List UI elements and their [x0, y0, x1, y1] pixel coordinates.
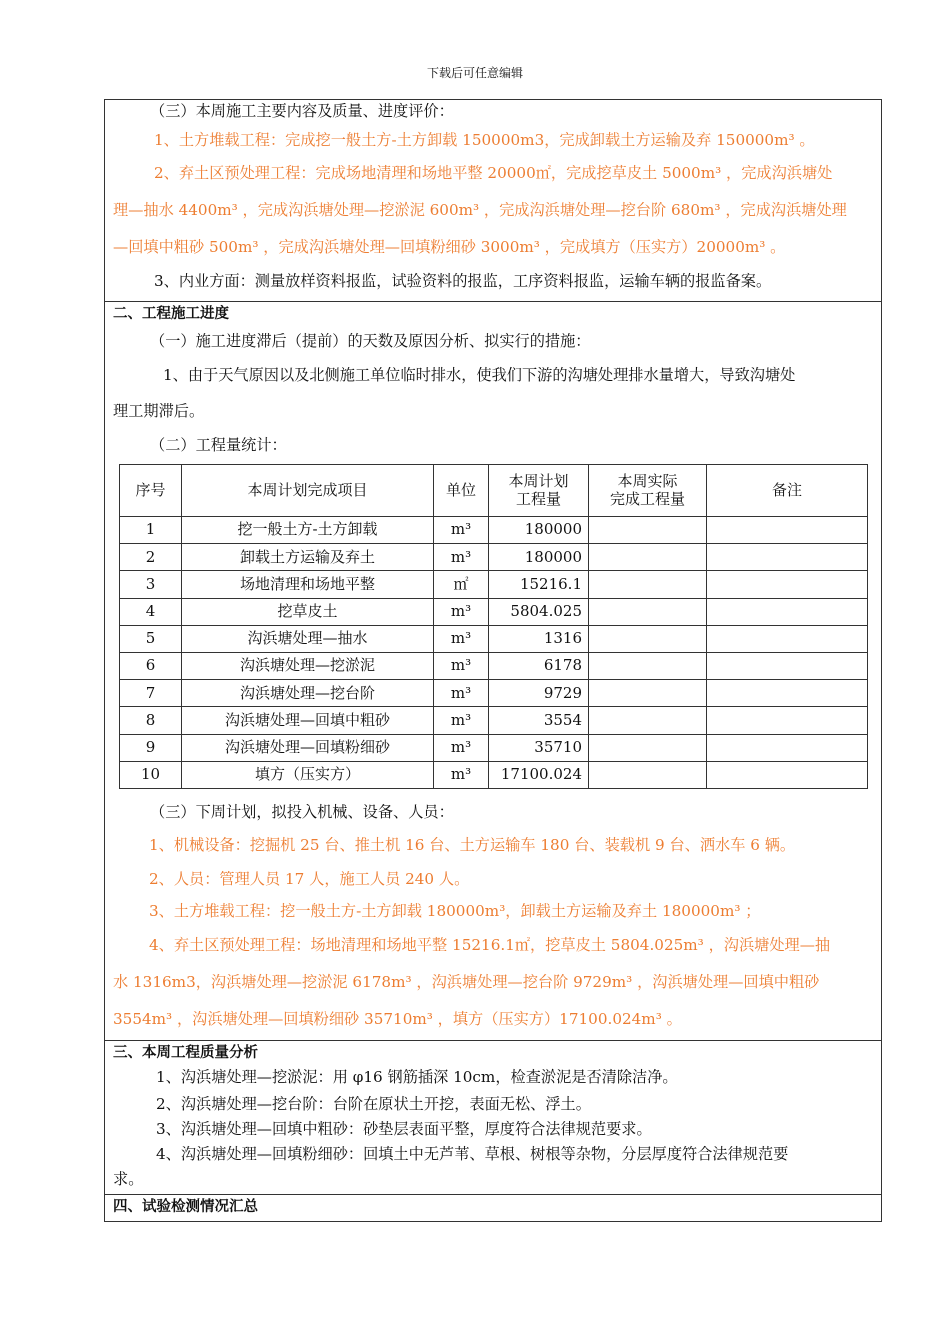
table-row	[120, 652, 868, 679]
column-header: 本周计划完成项目	[182, 465, 434, 517]
cell-plan: 17100.024	[489, 761, 589, 788]
cell-plan: 35710	[489, 734, 589, 761]
section-title: 二、工程施工进度	[113, 306, 229, 322]
cell-plan: 5804.025	[489, 598, 589, 625]
next-week-plan-4-line-2: 水 1316m3，沟浜塘处理—挖淤泥 6178m³ ，沟浜塘处理—挖台阶 9729m³ ，沟浜塘处理—回填中粗砂	[113, 973, 820, 991]
cell-unit: m³	[434, 734, 489, 761]
subsection-title: （三）下周计划，拟投入机械、设备、人员：	[150, 803, 454, 821]
cell-actual	[589, 625, 707, 652]
table-row	[120, 517, 868, 544]
cell-actual	[589, 598, 707, 625]
delay-reason-line-2: 理工期滞后。	[113, 402, 205, 420]
cell-unit: m³	[434, 652, 489, 679]
cell-unit: m³	[434, 625, 489, 652]
column-header: 本周计划 工程量	[489, 465, 589, 517]
cell-unit: m³	[434, 544, 489, 571]
cell-seq: 1	[120, 517, 182, 544]
cell-note	[707, 544, 868, 571]
table-row	[120, 707, 868, 734]
cell-unit: m³	[434, 761, 489, 788]
delay-reason-line-1: 1、由于天气原因以及北侧施工单位临时排水，使我们下游的沟塘处理排水量增大，导致沟塘处	[163, 366, 796, 384]
cell-item: 挖草皮土	[182, 598, 434, 625]
cell-note	[707, 761, 868, 788]
cell-actual	[589, 652, 707, 679]
quality-item-4-line-2: 求。	[113, 1170, 144, 1188]
next-week-plan-1: 1、机械设备：挖掘机 25 台、推土机 16 台、土方运输车 180 台、装载机 9 台、洒水车 6 辆。	[149, 836, 796, 854]
quality-item-3: 3、沟浜塘处理—回填中粗砂：砂垫层表面平整，厚度符合法律规范要求。	[156, 1120, 652, 1138]
cell-item: 沟浜塘处理—抽水	[182, 625, 434, 652]
cell-seq: 10	[120, 761, 182, 788]
cell-actual	[589, 680, 707, 707]
progress-item-3: 3、内业方面：测量放样资料报监，试验资料的报监，工序资料报监，运输车辆的报监备案。	[154, 272, 772, 290]
table-row	[120, 734, 868, 761]
cell-seq: 5	[120, 625, 182, 652]
table-row	[120, 571, 868, 598]
column-header: 备注	[707, 465, 868, 517]
cell-plan: 180000	[489, 517, 589, 544]
cell-item: 卸载土方运输及弃土	[182, 544, 434, 571]
cell-seq: 8	[120, 707, 182, 734]
cell-note	[707, 571, 868, 598]
progress-item-1: 1、土方堆载工程：完成挖一般土方-土方卸载 150000m3，完成卸载土方运输及弃 150000m³ 。	[154, 131, 815, 149]
cell-plan: 15216.1	[489, 571, 589, 598]
next-week-plan-3: 3、土方堆载工程：挖一般土方-土方卸载 180000m³，卸载土方运输及弃土 180000m³ ；	[149, 902, 761, 920]
quantity-table	[119, 464, 868, 789]
cell-unit: m³	[434, 680, 489, 707]
cell-note	[707, 625, 868, 652]
cell-item: 沟浜塘处理—回填中粗砂	[182, 707, 434, 734]
cell-actual	[589, 707, 707, 734]
subsection-title: （二）工程量统计：	[150, 436, 287, 454]
cell-note	[707, 707, 868, 734]
progress-item-2-line-3: —回填中粗砂 500m³ ，完成沟浜塘处理—回填粉细砂 3000m³ ，完成填方（压实方）20000m³ 。	[113, 238, 786, 256]
cell-unit: m³	[434, 598, 489, 625]
cell-item: 场地清理和场地平整	[182, 571, 434, 598]
cell-item: 沟浜塘处理—回填粉细砂	[182, 734, 434, 761]
cell-actual	[589, 734, 707, 761]
cell-unit: m³	[434, 707, 489, 734]
section-title: 三、本周工程质量分析	[113, 1045, 258, 1061]
cell-note	[707, 734, 868, 761]
cell-seq: 2	[120, 544, 182, 571]
next-week-plan-4-line-1: 4、弃土区预处理工程：场地清理和场地平整 15216.1㎡，挖草皮土 5804.025m³ ，沟浜塘处理—抽	[149, 936, 831, 954]
cell-unit: m³	[434, 517, 489, 544]
cell-item: 沟浜塘处理—挖淤泥	[182, 652, 434, 679]
quality-item-1: 1、沟浜塘处理—挖淤泥：用 φ16 钢筋插深 10cm，检查淤泥是否清除洁净。	[156, 1068, 678, 1086]
cell-seq: 4	[120, 598, 182, 625]
table-row	[120, 625, 868, 652]
table-row	[120, 761, 868, 788]
next-week-plan-4-line-3: 3554m³ ，沟浜塘处理—回填粉细砂 35710m³ ，填方（压实方）17100.024m³ 。	[113, 1010, 682, 1028]
column-header: 本周实际 完成工程量	[589, 465, 707, 517]
subsection-title: （一）施工进度滞后（提前）的天数及原因分析、拟实行的措施：	[150, 332, 591, 350]
table-row	[120, 680, 868, 707]
cell-item: 沟浜塘处理—挖台阶	[182, 680, 434, 707]
cell-plan: 9729	[489, 680, 589, 707]
cell-plan: 1316	[489, 625, 589, 652]
column-header: 单位	[434, 465, 489, 517]
cell-seq: 6	[120, 652, 182, 679]
cell-plan: 6178	[489, 652, 589, 679]
cell-seq: 9	[120, 734, 182, 761]
cell-note	[707, 652, 868, 679]
subsection-title: （三）本周施工主要内容及质量、进度评价：	[150, 102, 454, 120]
cell-actual	[589, 517, 707, 544]
cell-note	[707, 598, 868, 625]
cell-note	[707, 517, 868, 544]
section-title: 四、试验检测情况汇总	[113, 1199, 258, 1215]
cell-seq: 7	[120, 680, 182, 707]
table-header-row	[120, 465, 868, 517]
cell-plan: 180000	[489, 544, 589, 571]
cell-unit: ㎡	[434, 571, 489, 598]
cell-note	[707, 680, 868, 707]
progress-item-2-line-1: 2、弃土区预处理工程：完成场地清理和场地平整 20000㎡，完成挖草皮土 5000m³ ，完成沟浜塘处	[154, 164, 833, 182]
quality-item-2: 2、沟浜塘处理—挖台阶：台阶在原状土开挖，表面无松、浮土。	[156, 1095, 591, 1113]
cell-plan: 3554	[489, 707, 589, 734]
next-week-plan-2: 2、人员：管理人员 17 人，施工人员 240 人。	[149, 870, 470, 888]
column-header: 序号	[120, 465, 182, 517]
quality-item-4-line-1: 4、沟浜塘处理—回填粉细砂：回填土中无芦苇、草根、树根等杂物，分层厚度符合法律规范要	[156, 1145, 789, 1163]
cell-actual	[589, 544, 707, 571]
progress-item-2-line-2: 理—抽水 4400m³ ，完成沟浜塘处理—挖淤泥 600m³ ，完成沟浜塘处理—挖台阶 680m³ ，完成沟浜塘处理	[113, 201, 847, 219]
table-row	[120, 544, 868, 571]
page-header: 下载后可任意编辑	[426, 66, 523, 80]
cell-item: 挖一般土方-土方卸载	[182, 517, 434, 544]
cell-seq: 3	[120, 571, 182, 598]
cell-actual	[589, 761, 707, 788]
table-row	[120, 598, 868, 625]
cell-actual	[589, 571, 707, 598]
cell-item: 填方（压实方）	[182, 761, 434, 788]
